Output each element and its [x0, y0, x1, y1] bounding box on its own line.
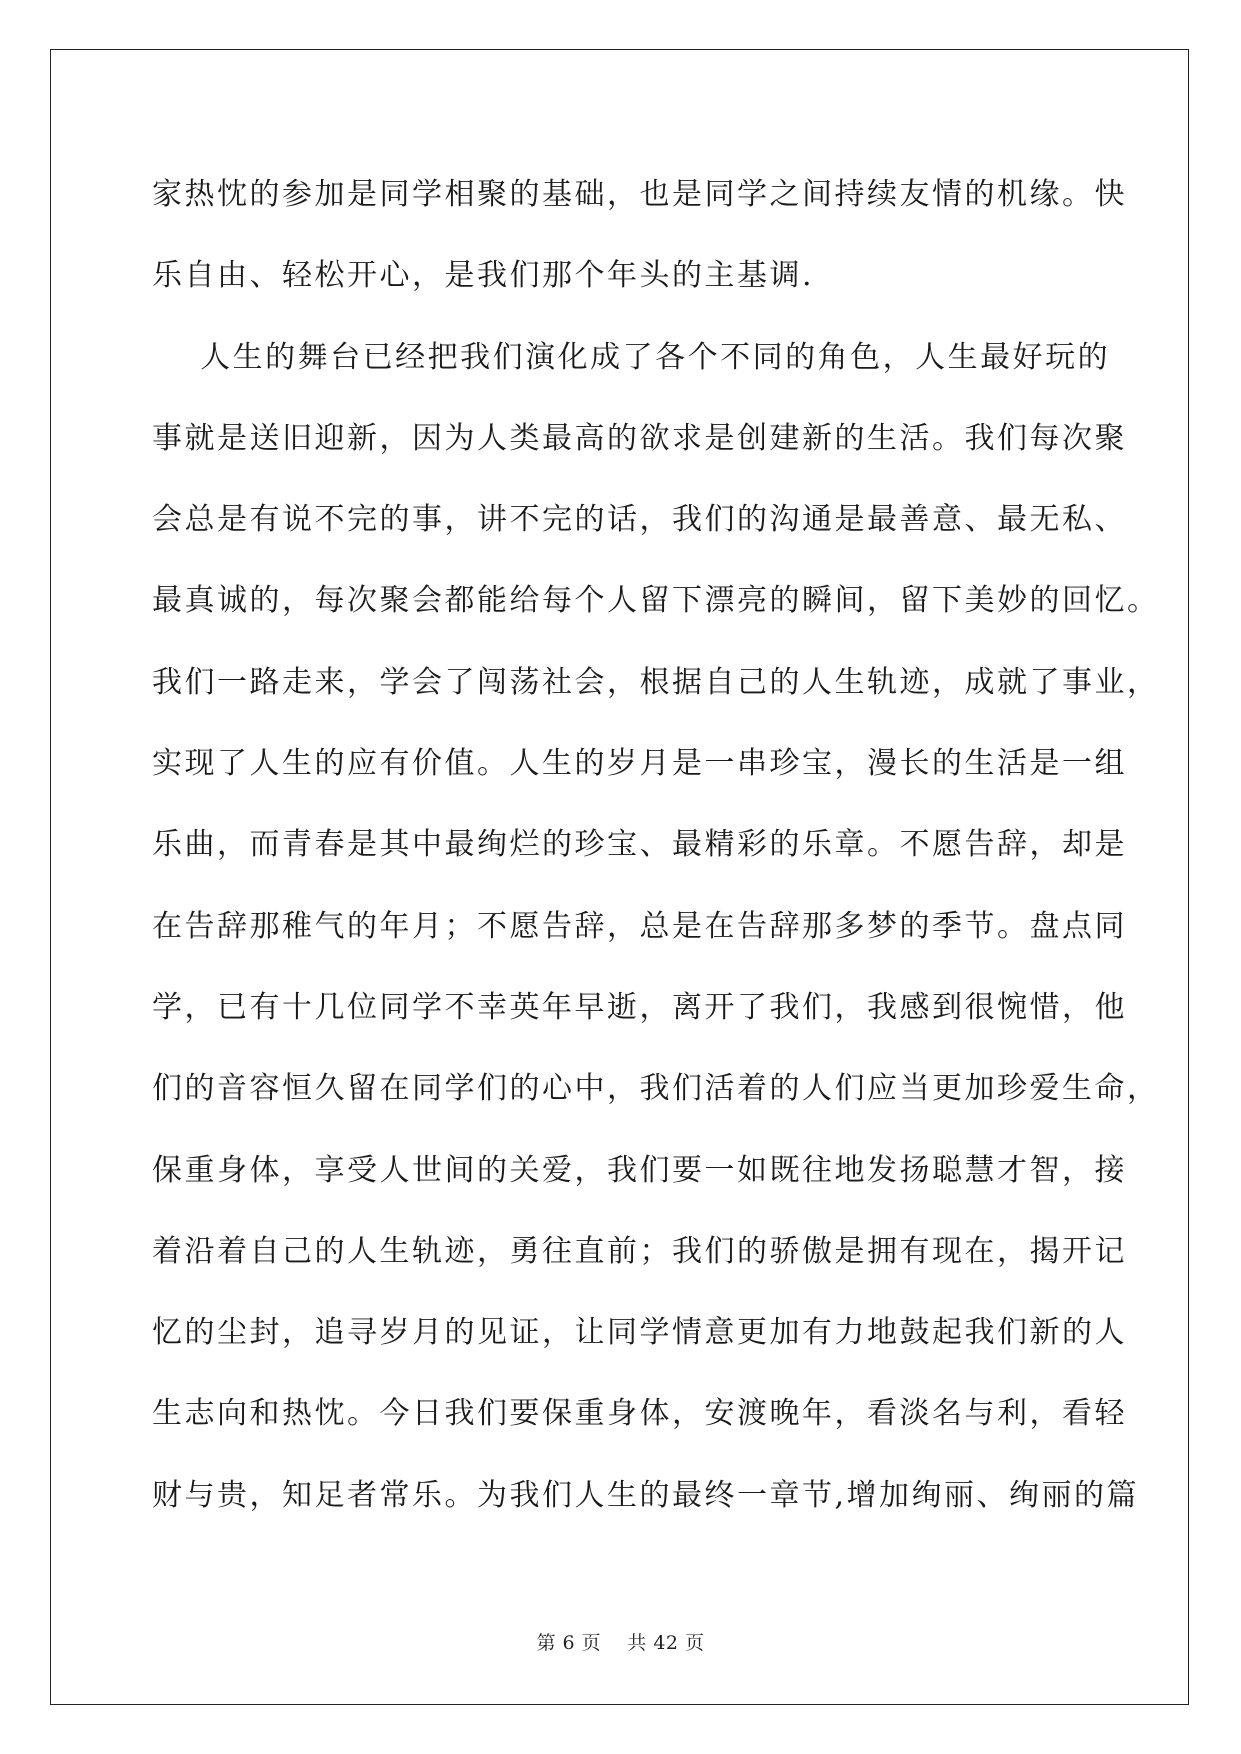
- text-line: 们的音容恒久留在同学们的心中，我们活着的人们应当更加珍爱生命，: [152, 1071, 1160, 1107]
- text-line: 财与贵，知足者常乐。为我们人生的最终一章节,增加绚丽、绚丽的篇: [152, 1477, 1140, 1513]
- text-line: 乐自由、轻松开心，是我们那个年头的主基调.: [152, 258, 815, 294]
- text-line: 保重身体，享受人世间的关爱，我们要一如既往地发扬聪慧才智，接: [152, 1152, 1127, 1188]
- text-line: 乐曲，而青春是其中最绚烂的珍宝、最精彩的乐章。不愿告辞，却是: [152, 827, 1127, 863]
- text-line: 我们一路走来，学会了闯荡社会，根据自己的人生轨迹，成就了事业，: [152, 664, 1160, 700]
- text-line: 最真诚的，每次聚会都能给每个人留下漂亮的瞬间，留下美妙的回忆。: [152, 583, 1160, 619]
- text-line: 着沿着自己的人生轨迹，勇往直前；我们的骄傲是拥有现在，揭开记: [152, 1233, 1127, 1269]
- text-line: 在告辞那稚气的年月；不愿告辞，总是在告辞那多梦的季节。盘点同: [152, 908, 1127, 944]
- text-line: 生志向和热忱。今日我们要保重身体，安渡晚年，看淡名与利，看轻: [152, 1396, 1127, 1432]
- text-line: 实现了人生的应有价值。人生的岁月是一串珍宝，漫长的生活是一组: [152, 746, 1127, 782]
- text-line: 人生的舞台已经把我们演化成了各个不同的角色，人生最好玩的: [152, 339, 1111, 375]
- text-line: 会总是有说不完的事，讲不完的话，我们的沟通是最善意、最无私、: [152, 502, 1127, 538]
- text-line: 忆的尘封，追寻岁月的见证，让同学情意更加有力地鼓起我们新的人: [152, 1315, 1127, 1351]
- text-line: 事就是送旧迎新，因为人类最高的欲求是创建新的生活。我们每次聚: [152, 420, 1127, 456]
- page-number-footer: 第 6 页 共 42 页: [536, 1632, 705, 1654]
- text-line: 家热忱的参加是同学相聚的基础，也是同学之间持续友情的机缘。快: [152, 177, 1127, 212]
- text-line: 学，已有十几位同学不幸英年早逝，离开了我们，我感到很惋惜，他: [152, 989, 1127, 1025]
- document-body: [152, 154, 1160, 1536]
